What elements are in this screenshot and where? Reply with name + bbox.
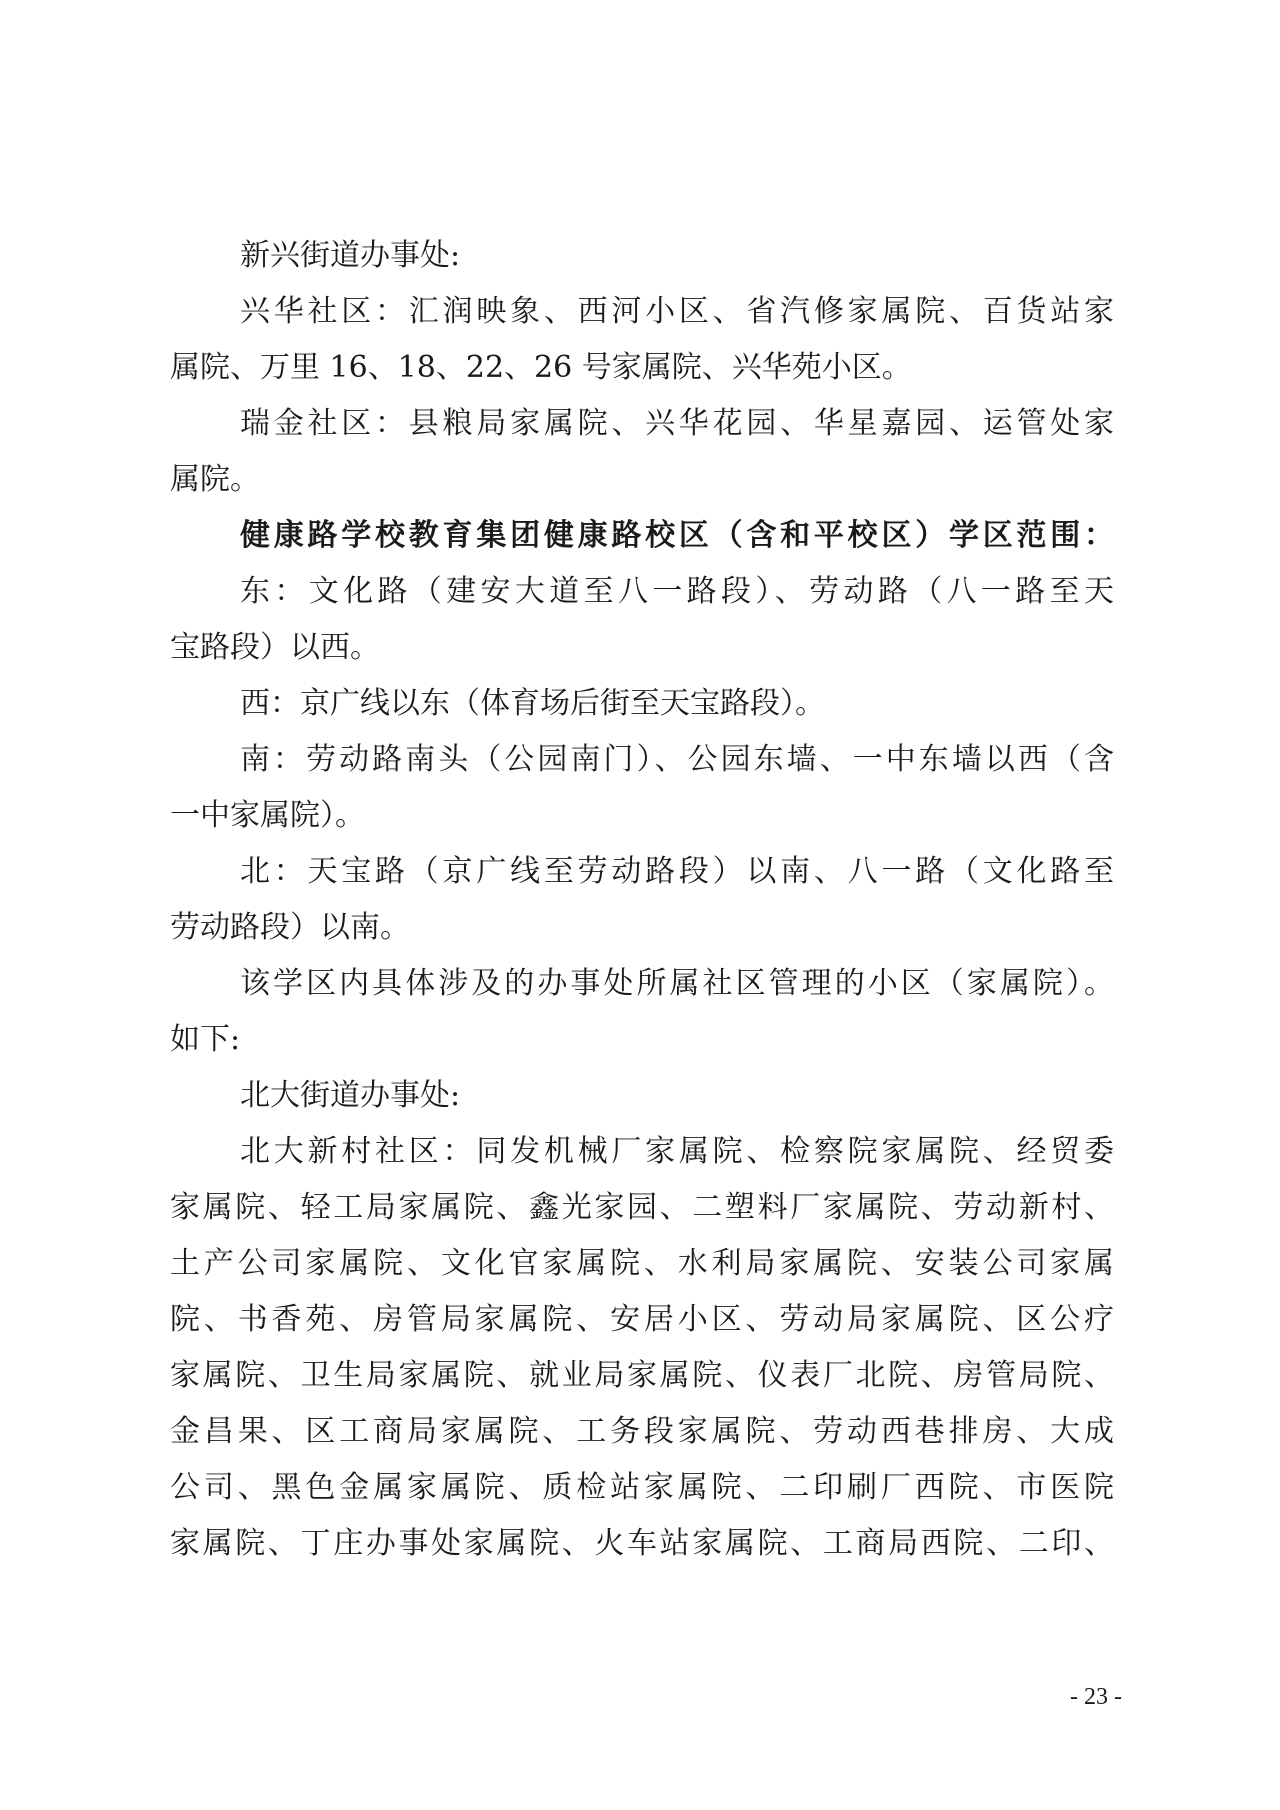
text-line: 宝路段）以西。: [170, 630, 380, 665]
text-line: 西：京广线以东（体育场后街至天宝路段）。: [240, 686, 825, 721]
text-line: 南：劳动路南头（公园南门）、公园东墙、一中东墙以西（含: [240, 742, 1114, 777]
text-line: 东：文化路（建安大道至八一路段）、劳动路（八一路至天: [240, 574, 1114, 609]
text-line: 该学区内具体涉及的办事处所属社区管理的小区（家属院）。: [240, 966, 1114, 1001]
text-line: 土产公司家属院、文化官家属院、水利局家属院、安装公司家属: [170, 1246, 1114, 1281]
text-line: 院、书香苑、房管局家属院、安居小区、劳动局家属院、区公疗: [170, 1302, 1114, 1337]
text-line: 如下:: [170, 1022, 241, 1057]
text-line: 家属院、卫生局家属院、就业局家属院、仪表厂北院、房管局院、: [170, 1358, 1114, 1393]
text-line: 公司、黑色金属家属院、质检站家属院、二印刷厂西院、市医院: [170, 1470, 1114, 1505]
text-line: 劳动路段）以南。: [170, 910, 410, 945]
text-line: 属院、万里 16、18、22、26 号家属院、兴华苑小区。: [170, 350, 912, 385]
text-line: 家属院、丁庄办事处家属院、火车站家属院、工商局西院、二印、: [170, 1526, 1114, 1561]
text-line: 一中家属院）。: [170, 798, 365, 833]
text-line: 瑞金社区：县粮局家属院、兴华花园、华星嘉园、运管处家: [240, 406, 1114, 441]
text-line: 北大街道办事处:: [240, 1078, 461, 1113]
text-line: 北大新村社区：同发机械厂家属院、检察院家属院、经贸委: [240, 1134, 1114, 1169]
page-number: - 23 -: [1070, 1684, 1122, 1710]
text-line: 属院。: [170, 462, 260, 497]
text-line: 兴华社区：汇润映象、西河小区、省汽修家属院、百货站家: [240, 294, 1114, 329]
document-body: [170, 228, 1114, 1572]
section-heading: 健康路学校教育集团健康路校区（含和平校区）学区范围：: [240, 518, 1114, 553]
text-line: 新兴街道办事处:: [240, 238, 461, 273]
text-line: 北：天宝路（京广线至劳动路段）以南、八一路（文化路至: [240, 854, 1114, 889]
text-line: 金昌果、区工商局家属院、工务段家属院、劳动西巷排房、大成: [170, 1414, 1114, 1449]
text-line: 家属院、轻工局家属院、鑫光家园、二塑料厂家属院、劳动新村、: [170, 1190, 1114, 1225]
